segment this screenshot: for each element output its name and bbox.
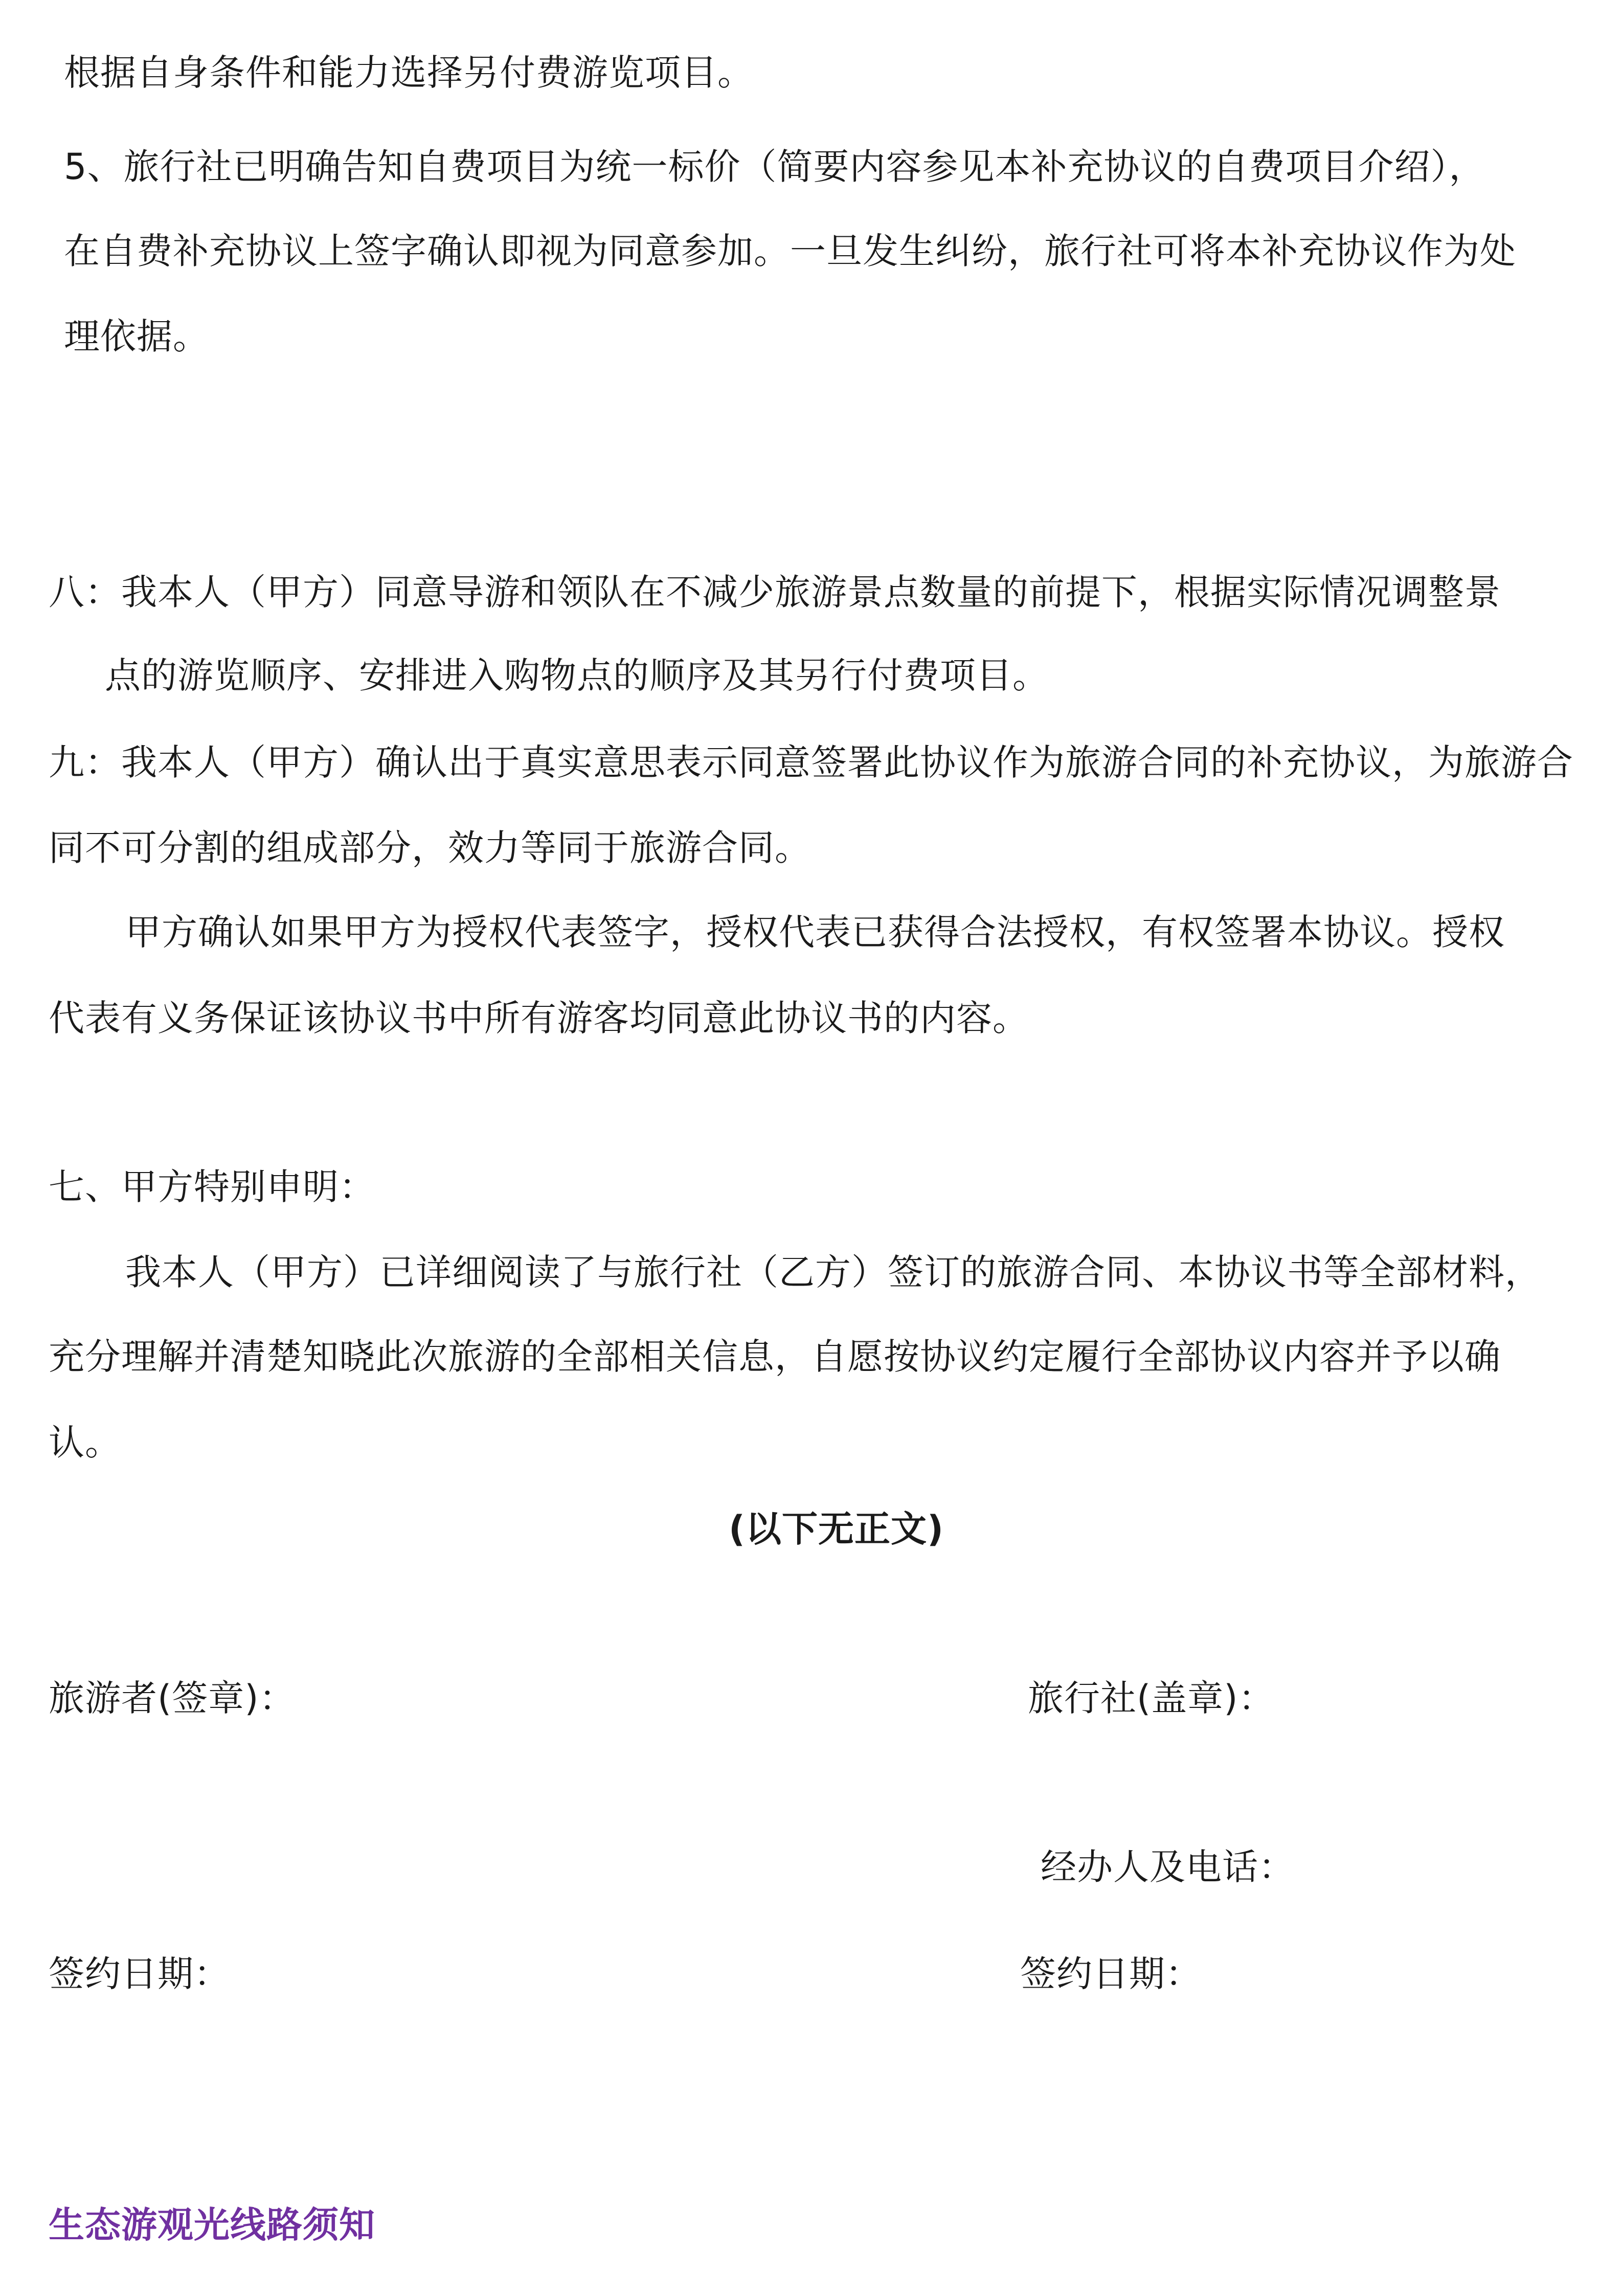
section9-line-2: 同不可分割的组成部分，效力等同于旅游合同。 [49,827,811,869]
section9-line-1: 九：我本人（甲方）确认出于真实意思表示同意签署此协议作为旅游合同的补充协议，为旅游合 [49,741,1573,783]
agency-seal-label: 旅行社(盖章)： [1028,1677,1275,1719]
section7-heading: 七、甲方特别申明： [49,1166,375,1208]
handler-phone-label: 经办人及电话： [1041,1846,1295,1888]
section7-line-3: 认。 [49,1422,121,1464]
item5-line-1: 5、旅行社已明确告知自费项目为统一标价（简要内容参见本补充协议的自费项目介绍）， [64,146,1485,188]
item5-line-2: 在自费补充协议上签字确认即视为同意参加。一旦发生纠纷，旅行社可将本补充协议作为处 [64,230,1516,272]
intro-text-line: 根据自身条件和能力选择另付费游览项目。 [64,52,754,94]
section8-line-1: 八：我本人（甲方）同意导游和领队在不减少旅游景点数量的前提下，根据实际情况调整景 [49,571,1501,613]
agency-signing-date-label: 签约日期： [1020,1953,1202,1995]
item5-line-3: 理依据。 [64,316,209,357]
tourist-signing-date-label: 签约日期： [49,1953,230,1995]
section9-line-4: 代表有义务保证该协议书中所有游客均同意此协议书的内容。 [49,997,1029,1039]
next-section-title: 生态游观光线路须知 [49,2204,375,2246]
section7-line-2: 充分理解并清楚知晓此次旅游的全部相关信息，自愿按协议约定履行全部协议内容并予以确 [49,1336,1501,1378]
section9-line-3: 甲方确认如果甲方为授权代表签字，授权代表已获得合法授权，有权签署本协议。授权 [125,911,1505,953]
tourist-signature-label: 旅游者(签章)： [49,1677,296,1719]
section8-line-2: 点的游览顺序、安排进入购物点的顺序及其另行付费项目。 [105,655,1049,696]
section7-line-1: 我本人（甲方）已详细阅读了与旅行社（乙方）签订的旅游合同、本协议书等全部材料， [125,1251,1541,1293]
end-of-text-note: (以下无正文) [729,1508,944,1550]
